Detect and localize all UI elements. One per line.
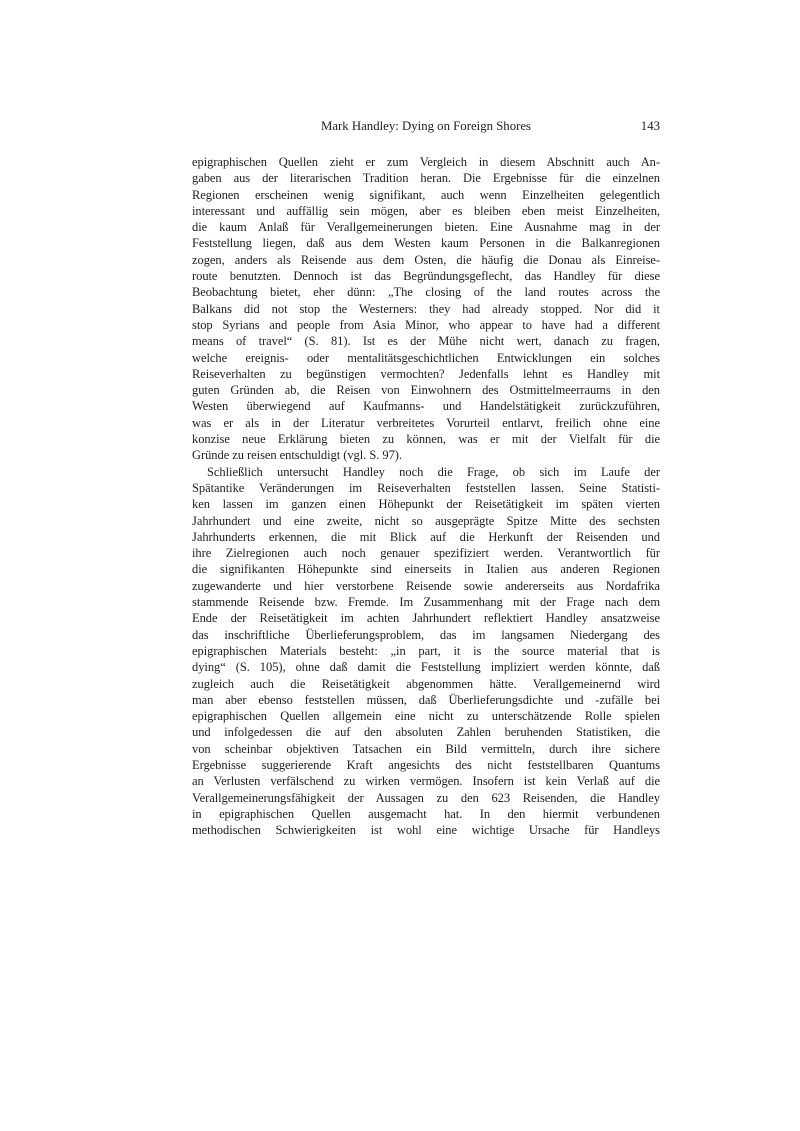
text-line: Schließlich untersucht Handley noch die Frage, ob sich im Laufe der [207,464,660,479]
text-line: man aber ebenso feststellen müssen, daß Überlieferungsdichte und -zufälle bei [192,692,660,707]
text-line: Verallgemeinerungsfähigkeit der Aussagen zu den 623 Reisenden, die Handley [192,790,660,805]
text-line: stop Syrians and people from Asia Minor, who appear to have had a different [192,317,660,332]
text-body [192,154,660,838]
text-line: von scheinbar objektiven Tatsachen ein Bild vermitteln, durch ihre sichere [192,741,660,756]
text-line: Gründe zu reisen entschuldigt (vgl. S. 97). [192,448,402,463]
text-line: Spätantike Veränderungen im Reiseverhalten feststellen lassen. Seine Statisti- [192,480,660,495]
text-line: methodischen Schwierigkeiten ist wohl eine wichtige Ursache für Handleys [192,823,660,838]
text-line: konzise neue Erklärung bieten zu können, was er mit der Vielfalt für die [192,432,660,447]
paragraph [192,154,660,464]
text-line: Balkans did not stop the Westerners: they had already stopped. Nor did it [192,301,660,316]
text-line: route benutzten. Dennoch ist das Begründungsgeflecht, das Handley für diese [192,269,660,284]
page-number: 143 [640,119,660,133]
text-line: Reiseverhalten zu begünstigen vermochten? Jedenfalls lehnt es Handley mit [192,366,660,381]
text-line: gaben aus der literarischen Tradition heran. Die Ergebnisse für die einzelnen [192,171,660,186]
text-line: die kaum Anlaß für Verallgemeinerungen bieten. Eine Ausnahme mag in der [192,220,660,235]
text-line: stammende Reisende bzw. Fremde. Im Zusammenhang mit der Frage nach dem [192,595,660,610]
text-line: epigraphischen Quellen zieht er zum Vergleich in diesem Abschnitt auch An- [192,155,660,169]
text-line: und infolgedessen die auf den absoluten Zahlen beruhenden Statistiken, die [192,725,660,740]
paragraph [192,464,660,839]
text-line: epigraphischen Quellen allgemein eine nicht zu unterschätzende Rolle spielen [192,709,660,724]
text-line: interessant und auffällig sein mögen, aber es bleiben eben meist Einzelheiten, [192,203,660,218]
text-line: welche ereignis- oder mentalitätsgeschichtlichen Entwicklungen ein solches [192,350,660,365]
text-line: Beobachtung bietet, eher dünn: „The closing of the land routes across the [192,285,660,300]
text-line: Regionen erscheinen wenig signifikant, auch wenn Einzelheiten gelegentlich [192,187,660,202]
text-line: Feststellung liegen, daß aus dem Westen kaum Personen in die Balkanregionen [192,236,660,251]
text-line: ihre Zielregionen auch noch genauer spezifiziert werden. Verantwortlich für [192,546,660,561]
text-line: zogen, anders als Reisende aus dem Osten, die häufig die Donau als Einreise- [192,252,660,267]
text-line: an Verlusten verfälschend zu wirken vermögen. Insofern ist kein Verlaß auf die [192,774,660,789]
text-line: die signifikanten Höhepunkte sind einerseits in Italien aus anderen Regionen [192,562,660,577]
text-line: dying“ (S. 105), ohne daß damit die Feststellung impliziert werden könnte, daß [192,660,660,675]
text-line: means of travel“ (S. 81). Ist es der Mühe nicht wert, danach zu fragen, [192,334,660,349]
text-line: ken lassen im ganzen einen Höhepunkt der Reisetätigkeit im späten vierten [192,497,660,512]
text-line: guten Gründen ab, die Reisen von Einwohnern des Ostmittelmeerraums in den [192,383,660,398]
text-line: Westen überwiegend auf Kaufmanns- und Handelstätigkeit zurückzuführen, [192,399,660,414]
text-line: Jahrhundert und eine zweite, nicht so ausgeprägte Spitze Mitte des sechsten [192,513,660,528]
text-line: Ergebnisse suggerierende Kraft angesichts des nicht feststellbaren Quantums [192,757,660,772]
text-line: das inschriftliche Überlieferungsproblem, das im langsamen Niedergang des [192,627,660,642]
text-line: zugewanderte und hier verstorbene Reisende sowie andererseits aus Nordafrika [192,578,660,593]
text-line: was er als in der Literatur verbreitetes Vorurteil entlarvt, freilich ohne eine [192,415,660,430]
text-line: zugleich auch die Reisetätigkeit abgenommen hätte. Verallgemeinernd wird [192,676,660,691]
running-head [192,118,660,135]
text-line: Jahrhunderts erkennen, die mit Blick auf die Herkunft der Reisenden und [192,529,660,544]
text-line: epigraphischen Materials besteht: „in part, it is the source material that is [192,643,660,658]
running-head-title: Mark Handley: Dying on Foreign Shores [320,119,532,133]
text-line: in epigraphischen Quellen ausgemacht hat. In den hiermit verbundenen [192,806,660,821]
text-line: Ende der Reisetätigkeit im achten Jahrhundert reflektiert Handley ansatzweise [192,611,660,626]
